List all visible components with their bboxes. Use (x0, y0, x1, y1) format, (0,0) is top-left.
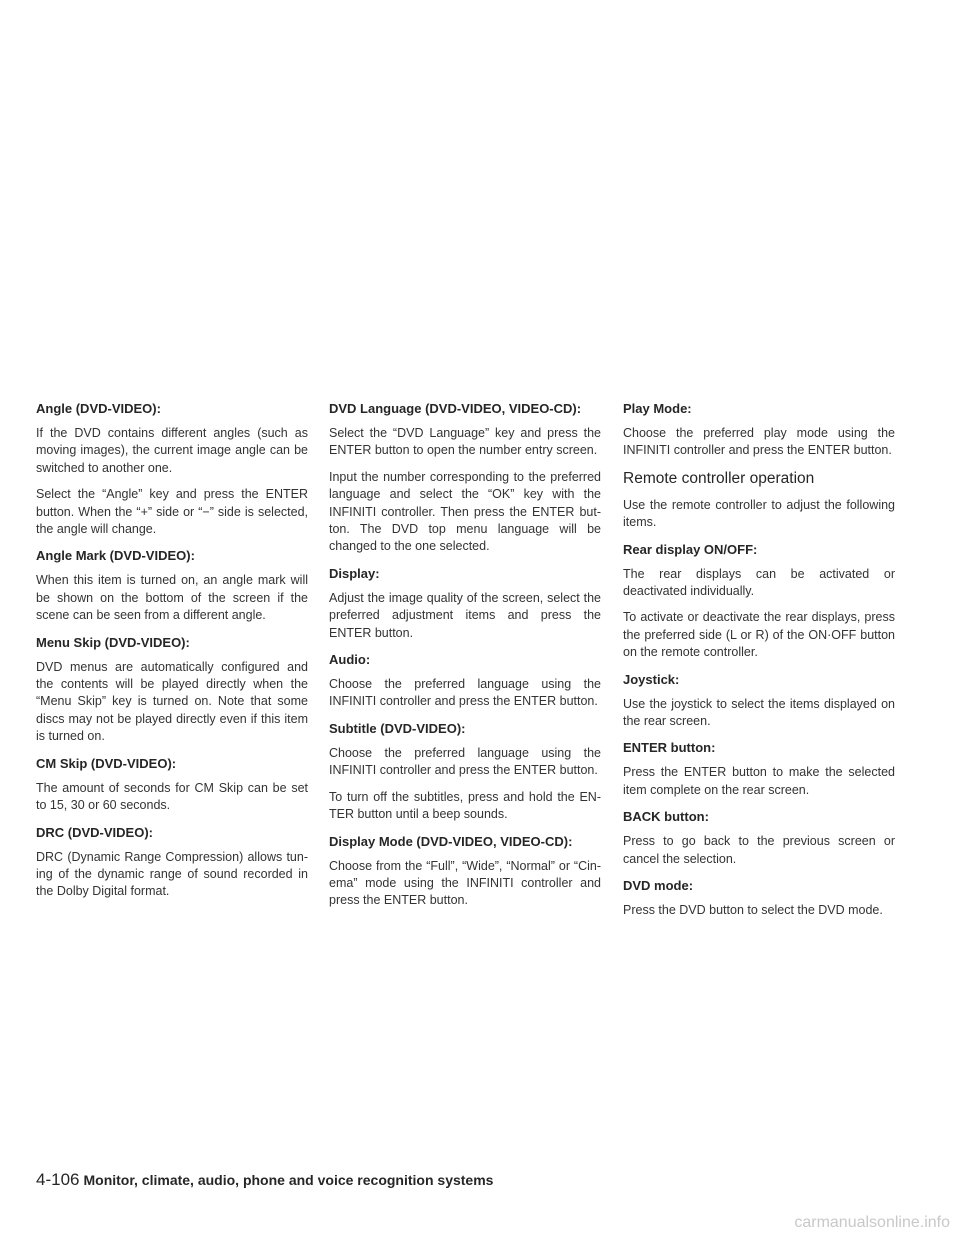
paragraph: To activate or deactivate the rear displays, press the preferred side (L or R) of the ON·OFF button on the remote controller. (623, 610, 895, 660)
subsection-heading: Display: (329, 565, 380, 581)
column-3 (623, 400, 895, 929)
column-2 (329, 400, 601, 919)
paragraph: Choose the preferred play mode using the INFINITI controller and press the ENTER button. (623, 426, 895, 458)
subsection-heading: Joystick: (623, 671, 680, 687)
paragraph: Select the “Angle” key and press the ENTER button. When the “+” side or “−” side is selected, the angle will change. (36, 487, 308, 537)
subsection-heading: Rear display ON/OFF: (623, 541, 758, 557)
paragraph: Press the DVD button to select the DVD mode. (623, 903, 883, 918)
paragraph: Press the ENTER button to make the selected item complete on the rear screen. (623, 765, 895, 797)
subsection-heading: BACK button: (623, 809, 709, 825)
subsection-heading: CM Skip (DVD-VIDEO): (36, 755, 177, 771)
paragraph: Choose the preferred language using the INFINITI controller and press the ENTER button. (329, 677, 601, 709)
subsection-heading: Angle (DVD-VIDEO): (36, 401, 161, 416)
subsection-heading: Play Mode: (623, 401, 692, 416)
paragraph: Choose the preferred language using the INFINITI controller and press the ENTER button. (329, 745, 601, 778)
subsection-heading: Audio: (329, 652, 371, 668)
subsection-heading: DVD mode: (623, 878, 694, 894)
paragraph: Use the joystick to select the items displayed on the rear screen. (623, 696, 895, 729)
paragraph: Use the remote controller to adjust the following items. (623, 497, 895, 530)
watermark: carmanualsonline.info (794, 1214, 950, 1231)
paragraph: If the DVD contains different angles (such as moving images), the current image angle can be switched to another one. (36, 426, 308, 475)
paragraph: Adjust the image quality of the screen, select the preferred adjustment items and press the ENTER button. (329, 590, 601, 640)
paragraph: Press to go back to the previous screen or cancel the selection. (623, 834, 895, 866)
paragraph: The rear displays can be activated or deactivated individually. (623, 566, 895, 599)
section-title: Remote controller operation (623, 469, 815, 487)
paragraph: Input the number corresponding to the preferred language and select the “OK” key with the INFINITI controller. Then press the ENTER but-ton. The DVD top menu language will be changed to the one selected. (329, 469, 601, 554)
subsection-heading: Subtitle (DVD-VIDEO): (329, 720, 466, 736)
paragraph: To turn off the subtitles, press and hold the EN-TER button until a beep sounds. (329, 789, 601, 822)
page-number: 4-106 (36, 1170, 80, 1189)
paragraph: DRC (Dynamic Range Compression) allows tun-ing of the dynamic range of sound recorded in the Dolby Digital format. (36, 849, 308, 899)
subsection-heading: DRC (DVD-VIDEO): (36, 824, 153, 840)
column-1 (36, 400, 308, 910)
paragraph: The amount of seconds for CM Skip can be set to 15, 30 or 60 seconds. (36, 780, 308, 813)
paragraph: Choose from the “Full”, “Wide”, “Normal” or “Cin-ema” mode using the INFINITI controller and press the ENTER button. (329, 858, 601, 908)
paragraph: When this item is turned on, an angle mark will be shown on the bottom of the screen if the scene can be seen from a different angle. (36, 573, 308, 623)
subsection-heading: Display Mode (DVD-VIDEO, VIDEO-CD): (329, 833, 573, 849)
chapter-title: Monitor, climate, audio, phone and voice recognition systems (83, 1172, 494, 1188)
subsection-heading: DVD Language (DVD-VIDEO, VIDEO-CD): (329, 401, 582, 416)
subsection-heading: Angle Mark (DVD-VIDEO): (36, 548, 195, 564)
paragraph: Select the “DVD Language” key and press the ENTER button to open the number entry screen. (329, 426, 601, 458)
paragraph: DVD menus are automatically configured and the contents will be played directly when the “Menu Skip” key is turned on. Note that some discs may not be played directly even if this item is turned on. (36, 659, 308, 744)
page-footer (36, 1170, 493, 1200)
subsection-heading: ENTER button: (623, 740, 716, 756)
subsection-heading: Menu Skip (DVD-VIDEO): (36, 634, 190, 650)
